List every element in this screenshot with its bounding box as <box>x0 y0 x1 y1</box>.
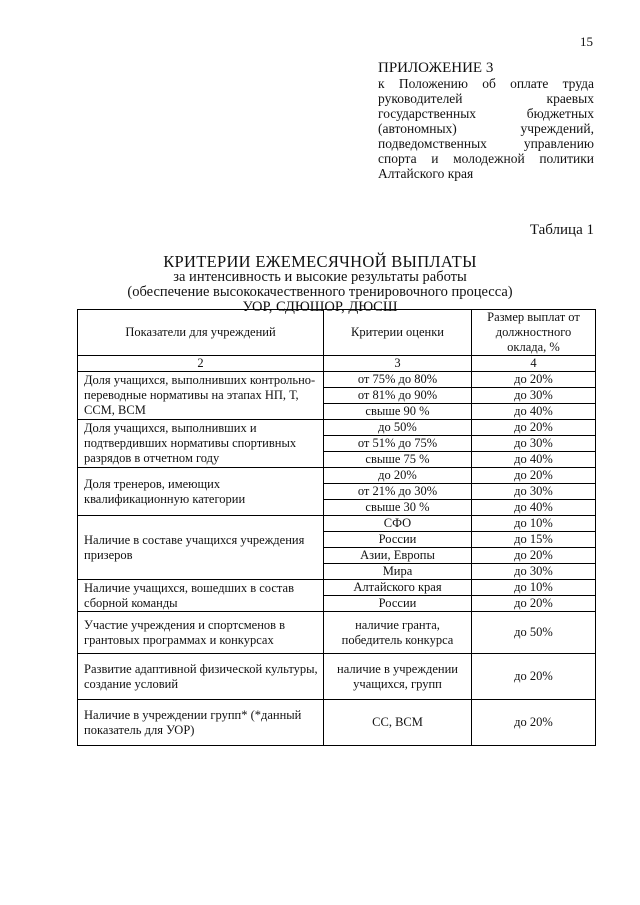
indicator-cell: Участие учреждения и спортсменов в грантовых программах и конкурсах <box>78 612 324 654</box>
column-number: 4 <box>472 356 596 372</box>
amount-cell: до 15% <box>472 532 596 548</box>
appendix-text: к Положению об оплате труда руководителей краевых государственных бюджетных (автономных) учреждений, подведомственных управлению спорта и молодежной политики Алтайского края <box>378 76 594 181</box>
appendix-block <box>378 60 594 181</box>
amount-cell: до 40% <box>472 404 596 420</box>
criterion-cell: Мира <box>324 564 472 580</box>
criterion-cell: свыше 30 % <box>324 500 472 516</box>
amount-cell: до 40% <box>472 500 596 516</box>
table-label: Таблица 1 <box>529 222 594 238</box>
criterion-cell: свыше 90 % <box>324 404 472 420</box>
criterion-cell: наличие в учреждении учащихся, групп <box>324 654 472 700</box>
header-payment-size: Размер выплат от должностного оклада, % <box>472 310 596 356</box>
criterion-cell: России <box>324 596 472 612</box>
indicator-cell: Доля тренеров, имеющих квалификационную категории <box>78 468 324 516</box>
criterion-cell: СФО <box>324 516 472 532</box>
amount-cell: до 10% <box>472 580 596 596</box>
column-number: 2 <box>78 356 324 372</box>
criterion-cell: свыше 75 % <box>324 452 472 468</box>
amount-cell: до 10% <box>472 516 596 532</box>
appendix-title: ПРИЛОЖЕНИЕ 3 <box>378 60 494 76</box>
subtitle-line: (обеспечение высококачественного тренировочного процесса) <box>127 284 513 300</box>
document-title: КРИТЕРИИ ЕЖЕМЕСЯЧНОЙ ВЫПЛАТЫ <box>163 252 477 271</box>
table-row <box>78 468 596 484</box>
subtitle-line: УОР, СДЮШОР, ДЮСШ <box>242 299 398 315</box>
criterion-cell: от 51% до 75% <box>324 436 472 452</box>
criterion-cell: от 81% до 90% <box>324 388 472 404</box>
criterion-cell: Азии, Европы <box>324 548 472 564</box>
table-row <box>78 420 596 436</box>
amount-cell: до 20% <box>472 372 596 388</box>
column-number-row <box>78 356 596 372</box>
amount-cell: до 20% <box>472 468 596 484</box>
header-indicators: Показатели для учреждений <box>78 310 324 356</box>
criterion-cell: до 20% <box>324 468 472 484</box>
amount-cell: до 20% <box>472 700 596 746</box>
amount-cell: до 40% <box>472 452 596 468</box>
header-criteria: Критерии оценки <box>324 310 472 356</box>
amount-cell: до 30% <box>472 484 596 500</box>
indicator-cell: Наличие в составе учащихся учреждения призеров <box>78 516 324 580</box>
criterion-cell: до 50% <box>324 420 472 436</box>
amount-cell: до 30% <box>472 388 596 404</box>
criterion-cell: от 75% до 80% <box>324 372 472 388</box>
indicator-cell: Наличие учащихся, вошедших в состав сборной команды <box>78 580 324 612</box>
amount-cell: до 20% <box>472 420 596 436</box>
amount-cell: до 50% <box>472 612 596 654</box>
column-number: 3 <box>324 356 472 372</box>
table-row <box>78 612 596 654</box>
table-header-row <box>78 310 596 356</box>
indicator-cell: Доля учащихся, выполнивших и подтвердивших нормативы спортивных разрядов в отчетном году <box>78 420 324 468</box>
table-row <box>78 654 596 700</box>
amount-cell: до 20% <box>472 596 596 612</box>
page-number: 15 <box>580 34 593 49</box>
subtitle-line: за интенсивность и высокие результаты работы <box>173 269 467 285</box>
amount-cell: до 20% <box>472 548 596 564</box>
amount-cell: до 30% <box>472 436 596 452</box>
criterion-cell: России <box>324 532 472 548</box>
criteria-table <box>77 309 596 746</box>
amount-cell: до 30% <box>472 564 596 580</box>
criterion-cell: СС, ВСМ <box>324 700 472 746</box>
table-row <box>78 372 596 388</box>
criterion-cell: наличие гранта, победитель конкурса <box>324 612 472 654</box>
table-row <box>78 580 596 596</box>
table-row <box>78 700 596 746</box>
indicator-cell: Наличие в учреждении групп* (*данный показатель для УОР) <box>78 700 324 746</box>
criterion-cell: от 21% до 30% <box>324 484 472 500</box>
criterion-cell: Алтайского края <box>324 580 472 596</box>
amount-cell: до 20% <box>472 654 596 700</box>
indicator-cell: Развитие адаптивной физической культуры, создание условий <box>78 654 324 700</box>
table-row <box>78 516 596 532</box>
indicator-cell: Доля учащихся, выполнивших контрольно-переводные нормативы на этапах НП, Т, ССМ, ВСМ <box>78 372 324 420</box>
